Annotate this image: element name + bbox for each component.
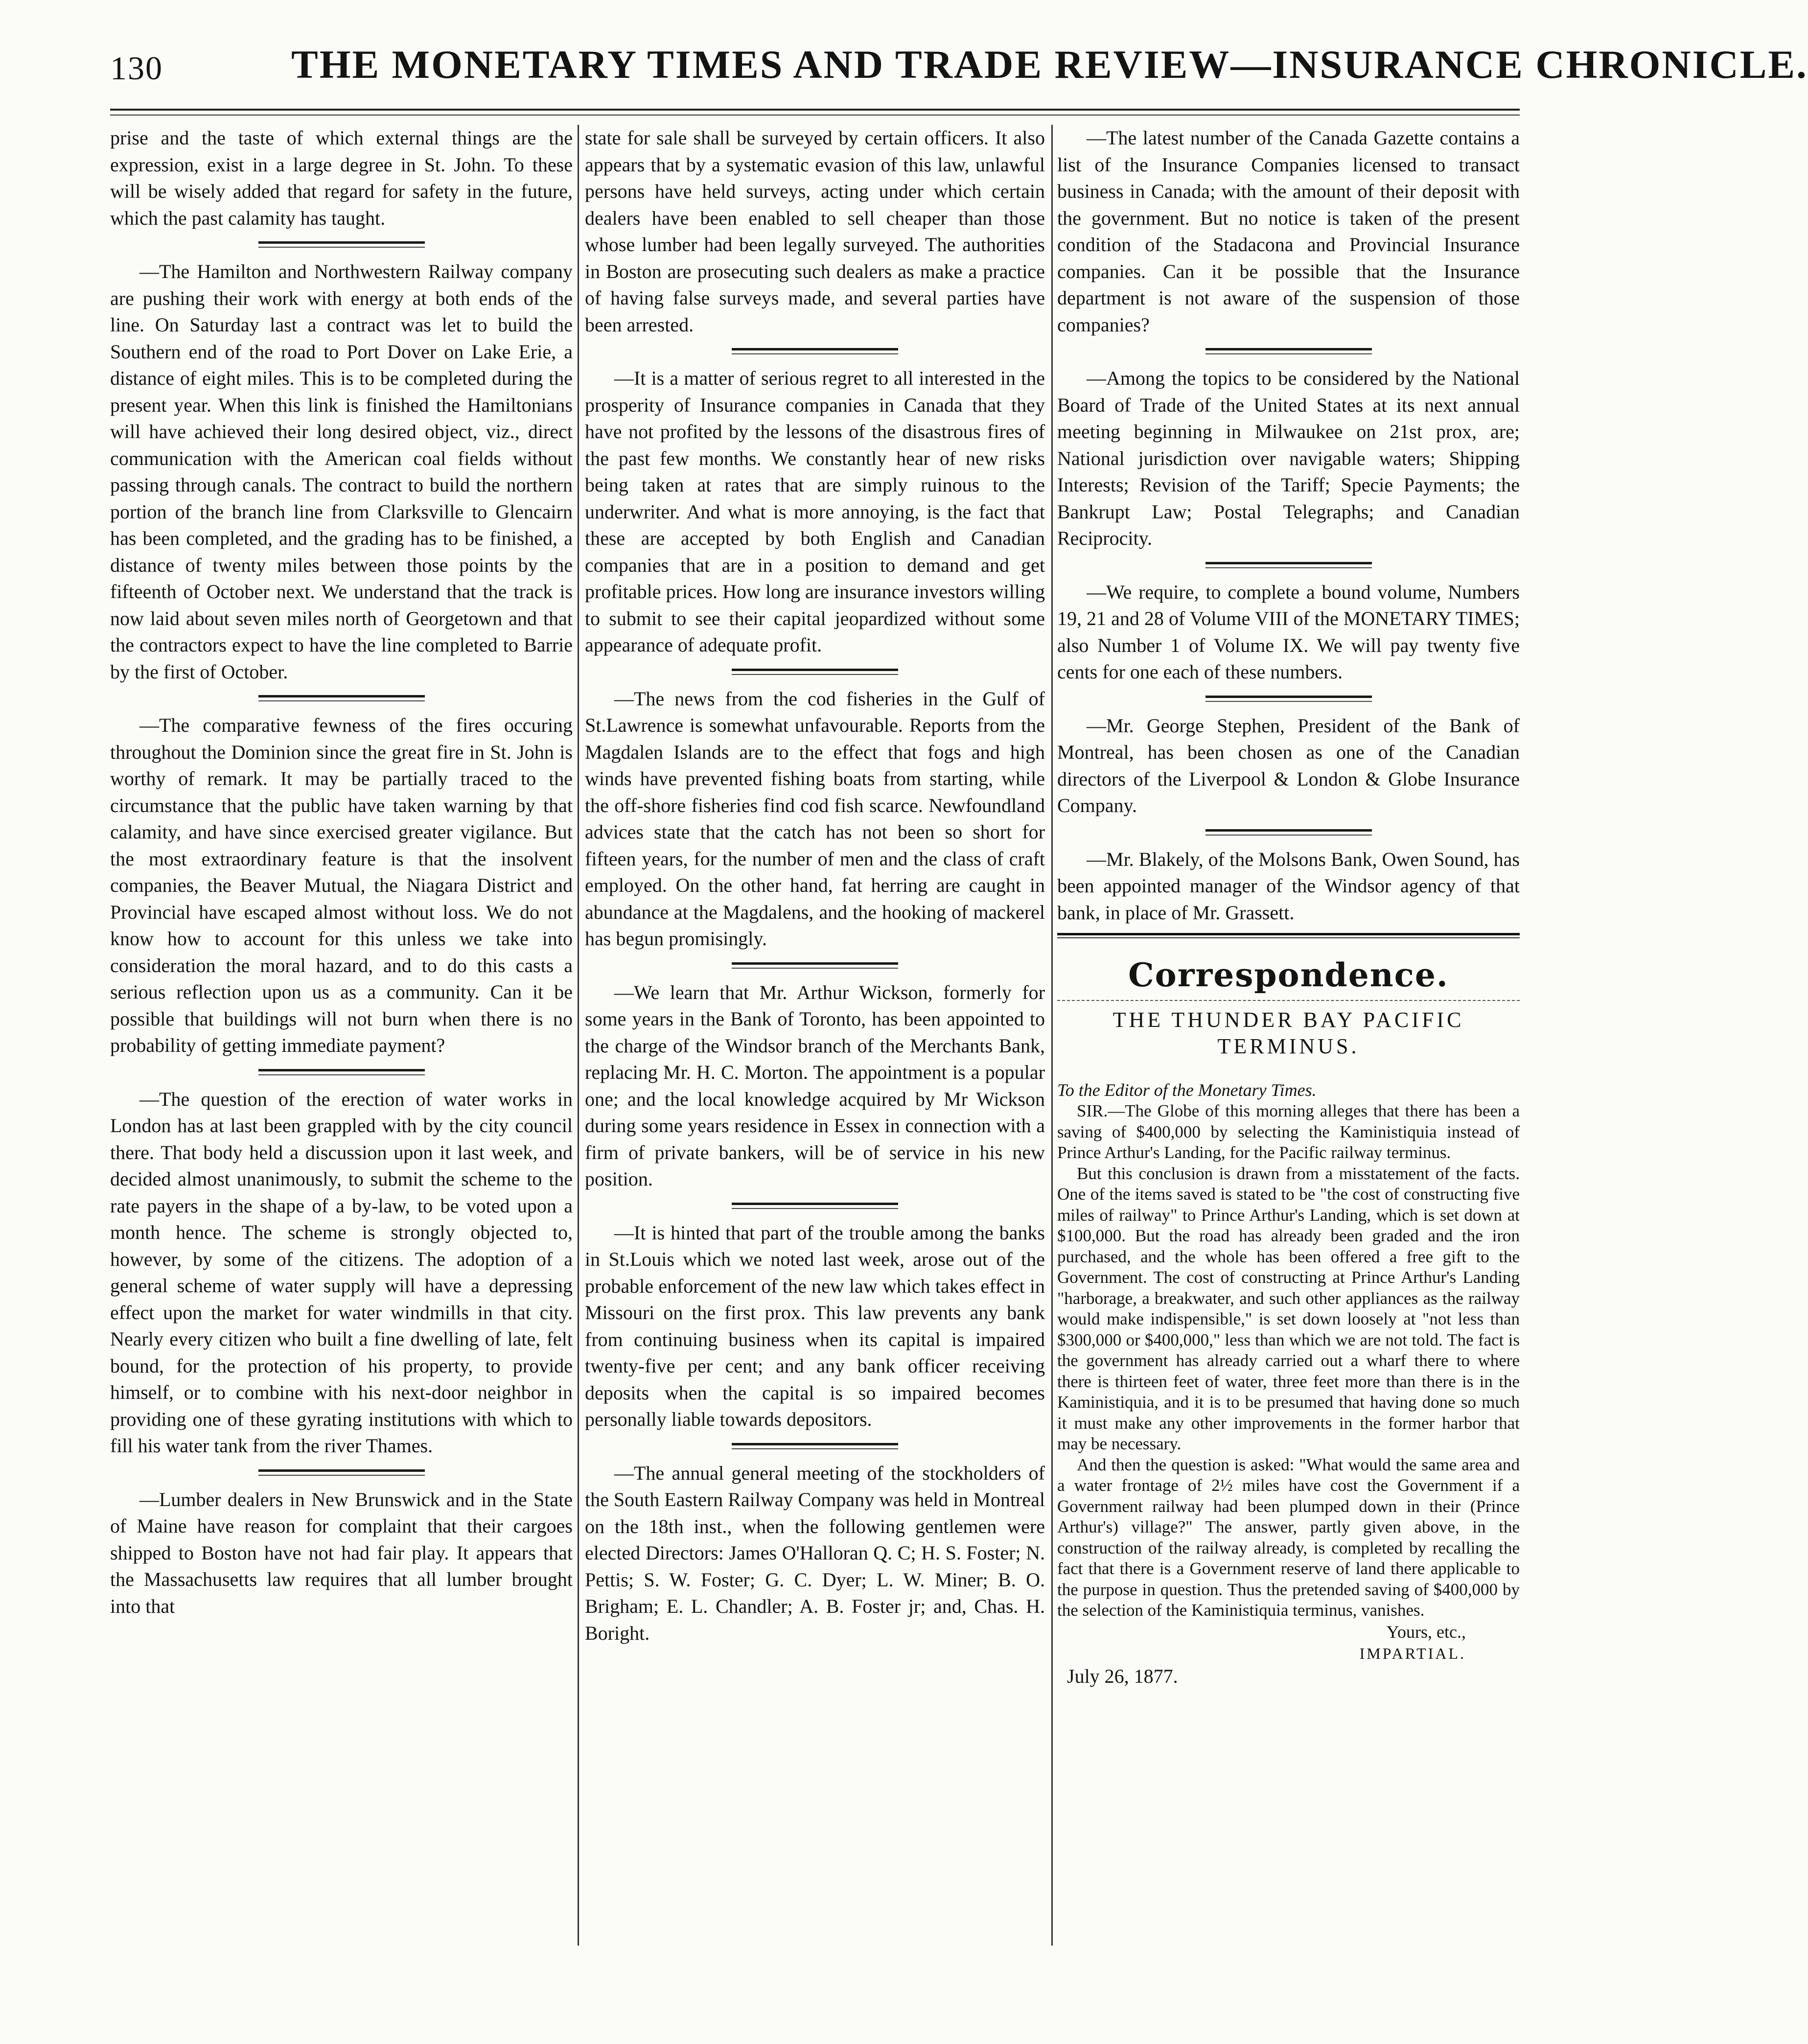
article-insurance-rates: —It is a matter of serious regret to all interested in the prosperity of Insurance companies in Canada that they have not profited by the lessons of the disastrous fires of the past few months. We constantly hear of new risks being taken at rates that are simply ruinous to the underwriter. And what is more annoying, is the fact that these are accepted by both English and Canadian companies that are in a position to demand and get profitable prices. How long are insurance investors willing to submit to see their capital jeopardized without some appearance of adequate profit. xyxy=(585,367,1045,656)
column-divider-1 xyxy=(578,125,579,1946)
running-head xyxy=(110,42,1808,95)
article-separator xyxy=(258,1069,425,1075)
article-paragraph: state for sale shall be surveyed by certain officers. It also appears that by a systematic evasion of this law, unlawful persons have held surveys, acting under which certain dealers have been enabled to sell cheaper than those whose lumber had been legally surveyed. The authorities in Boston are prosecuting such dealers as make a practice of having false surveys made, and several parties have been arrested. xyxy=(585,127,1045,336)
column-3 xyxy=(1057,125,1520,1689)
letter-title: THE THUNDER BAY PACIFIC TERMINUS. xyxy=(1113,1008,1464,1058)
article-lumber-dealers: —Lumber dealers in New Brunswick and in the State of Maine have reason for complaint that their cargoes shipped to Boston have not had fair play. It appears that the Massachusetts law requires that all lumber brought into that xyxy=(110,1488,573,1617)
column-1 xyxy=(110,125,573,1620)
article-separator xyxy=(1205,562,1372,568)
article-separator xyxy=(1205,696,1372,702)
letter-signature: IMPARTIAL. xyxy=(1359,1644,1466,1662)
article-water-works: —The question of the erection of water works in London has at last been grappled with by the city council there. That body held a discussion upon it last week, and decided almost unanimously, to submit the scheme to the rate payers in the shape of a by-law, to be voted upon a month hence. The scheme is strongly objected to, however, by some of the citizens. The adoption of a general scheme of water supply will have a depressing effect upon the market for water windmills in that city. Nearly every citizen who built a fine dwelling of late, felt bound, for the protection of his property, to provide himself, or to combine with his next-door neighbor in providing one of these gyrating institutions with which to fill his water tank from the river Thames. xyxy=(110,1088,573,1457)
article-blakely: —Mr. Blakely, of the Molsons Bank, Owen Sound, has been appointed manager of the Windsor agency of that bank, in place of Mr. Grassett. xyxy=(1057,848,1520,924)
publication-title: THE MONETARY TIMES AND TRADE REVIEW—INSURANCE CHRONICLE. xyxy=(291,42,1808,87)
column-divider-2 xyxy=(1051,125,1053,1946)
article-canada-gazette: —The latest number of the Canada Gazette contains a list of the Insurance Companies licensed to transact business in Canada; with the amount of their deposit with the government. But no notice is taken of the present condition of the Stadacona and Provincial Insurance companies. Can it be possible that the Insurance department is not aware of the suspension of those companies? xyxy=(1057,127,1520,336)
article-bound-volume: —We require, to complete a bound volume, Numbers 19, 21 and 28 of Volume VIII of the MONETARY TIMES; also Number 1 of Volume IX. We will pay twenty five cents for one each of these numbers. xyxy=(1057,581,1520,683)
letter-paragraph: And then the question is asked: "What would the same area and a water frontage of 2½ miles have cost the Government if a Government railway had been plumped down in their (Prince Arthur's) village?" The answer, partly given above, in the construction of the railway already, is completed by recalling the fact that there is a Government reserve of land there applicable to the purpose in question. Thus the pretended saving of $400,000 by the selection of the Kaministiquia terminus, vanishes. xyxy=(1057,1455,1520,1620)
article-separator xyxy=(258,1469,425,1476)
article-separator xyxy=(732,1443,898,1449)
article-board-of-trade: —Among the topics to be considered by the National Board of Trade of the United States at its next annual meeting beginning in Milwaukee on 21st prox, are; National jurisdiction over navigable waters; Shipping Interests; Revision of the Tariff; Specie Payments; the Bankrupt Law; Postal Telegraphs; and Canadian Reciprocity. xyxy=(1057,367,1520,549)
article-separator xyxy=(732,962,898,969)
article-separator xyxy=(258,695,425,701)
article-george-stephen: —Mr. George Stephen, President of the Bank of Montreal, has been chosen as one of the Canadian directors of the Liverpool & London & Globe Insurance Company. xyxy=(1057,714,1520,816)
article-separator xyxy=(258,241,425,248)
article-separator xyxy=(1205,829,1372,836)
letter-date: July 26, 1877. xyxy=(1067,1665,1178,1687)
article-cod-fisheries: —The news from the cod fisheries in the Gulf of St.Lawrence is somewhat unfavourable. Reports from the Magdalen Islands are to the effect that fogs and high winds have prevented fishing boats from starting, while the off-shore fisheries find cod fish scarce. Newfoundland advices state that the catch has not been so short for fifteen years, for the number of men and the class of craft employed. On the other hand, fat herring are caught in abundance at the Magdalens, and the hooking of mackerel has begun promisingly. xyxy=(585,687,1045,950)
header-rule xyxy=(110,109,1520,111)
letter-salutation: To the Editor of the Monetary Times. xyxy=(1057,1080,1317,1100)
letter-closing: Yours, etc., xyxy=(1386,1622,1466,1642)
article-separator xyxy=(732,1203,898,1209)
article-wickson: —We learn that Mr. Arthur Wickson, formerly for some years in the Bank of Toronto, has been appointed to the charge of the Windsor branch of the Merchants Bank, replacing Mr. H. C. Morton. The appointment is a popular one; and the local knowledge acquired by Mr Wickson during some years residence in Essex in connection with a firm of private bankers, will be of service in his new position. xyxy=(585,981,1045,1190)
article-separator xyxy=(732,348,898,354)
article-hamilton-railway: —The Hamilton and Northwestern Railway company are pushing their work with energy at both ends of the line. On Saturday last a contract was let to build the Southern end of the road to Port Dover on Lake Erie, a distance of eight miles. This is to be completed during the present year. When this link is finished the Hamiltonians will have achieved their long desired object, viz., direct communication with the American coal fields without passing through canals. The contract to build the northern portion of the branch line from Clarksville to Glencairn has been completed, and the grading has to be finished, a distance of twenty miles between those points by the fifteenth of October next. We understand that the track is now laid about seven miles north of Georgetown and that the contractors expect to have the line completed to Barrie by the first of October. xyxy=(110,260,573,683)
section-rule-thin xyxy=(1057,937,1520,938)
letter-paragraph: But this conclusion is drawn from a misstatement of the facts. One of the items saved is stated to be "the cost of constructing five miles of railway" to Prince Arthur's Landing, which is set down at $100,000. But the road has already been graded and the iron purchased, and the whole has been offered a free gift to the Government. The cost of constructing at Prince Arthur's Landing "harborage, a breakwater, and such other appliances as the railway would make indispensible," is set down loosely at "not less than $300,000 or $400,000," less than which we are not told. The fact is the government has already carried out a wharf there to where there is thirteen feet of water, three feet more than there is in the Kaministiquia, and it is to be presumed that having done so much it must make any other improvements in the former harbor that may be necessary. xyxy=(1057,1163,1520,1453)
correspondence-rule xyxy=(1057,1000,1520,1001)
article-separator xyxy=(732,669,898,675)
article-paragraph: prise and the taste of which external things are the expression, exist in a large degree in St. John. To these will be wisely added that regard for safety in the future, which the past calamity has taught. xyxy=(110,127,573,229)
article-south-eastern-railway: —The annual general meeting of the stockholders of the South Eastern Railway Company was held in Montreal on the 18th inst., when the following gentlemen were elected Directors: James O'Halloran Q. C; H. S. Foster; N. Pettis; S. W. Foster; G. C. Dyer; L. W. Miner; B. O. Brigham; E. L. Chandler; A. B. Foster jr; and, Chas. H. Boright. xyxy=(585,1462,1045,1644)
page-number: 130 xyxy=(110,49,163,87)
article-st-louis-banks: —It is hinted that part of the trouble among the banks in St.Louis which we noted last week, arose out of the probable enforcement of the new law which takes effect in Missouri on the first prox. This law prevents any bank from continuing business when its capital is impaired twenty-five per cent; and any bank officer receiving deposits when the capital is so impaired becomes personally liable towards depositors. xyxy=(585,1221,1045,1430)
article-separator xyxy=(1205,348,1372,354)
header-rule-thin xyxy=(110,115,1520,116)
column-2 xyxy=(585,125,1045,1647)
correspondence-heading: Correspondence. xyxy=(1128,956,1449,994)
section-rule xyxy=(1057,933,1520,935)
article-fires: —The comparative fewness of the fires occuring throughout the Dominion since the great fire in St. John is worthy of remark. It may be partially traced to the circumstance that the public have taken warning by that calamity, and have since exercised greater vigilance. But the most extraordinary feature is that the insolvent companies, the Beaver Mutual, the Niagara District and Provincial have escaped almost without loss. We do not know how to account for this unless we take into consideration the moral hazard, and to do this casts a serious reflection upon us as a community. Can it be possible that buildings will not burn when there is no probability of getting immediate payment? xyxy=(110,714,573,1056)
letter-paragraph: SIR.—The Globe of this morning alleges that there has been a saving of $400,000 by selecting the Kaministiquia instead of Prince Arthur's Landing, for the Pacific railway terminus. xyxy=(1057,1101,1520,1162)
